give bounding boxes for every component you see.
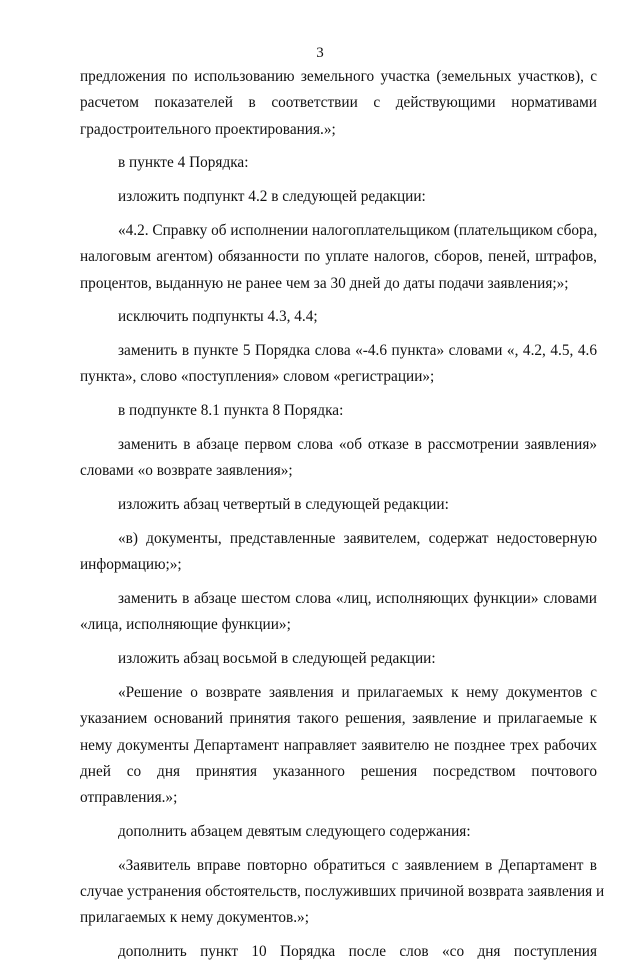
document-body: [80, 64, 605, 965]
text-line: случае устранения обстоятельств, послуживших причиной возврата заявления и: [80, 883, 605, 901]
text-line: налоговым агентом) обязанности по уплате налогов, сборов, пеней, штрафов,: [80, 248, 597, 266]
paragraph: [80, 492, 597, 518]
text-line: информацию;»;: [80, 556, 182, 574]
paragraph: [80, 646, 597, 672]
text-line: дополнить пункт 10 Порядка после слов «со дня поступления: [118, 943, 597, 961]
text-line: заменить в абзаце шестом слова «лиц, исполняющих функции» словами: [118, 590, 597, 608]
text-line: прилагаемых к нему документов.»;: [80, 909, 309, 927]
paragraph: [80, 939, 597, 965]
text-line: изложить абзац четвертый в следующей редакции:: [118, 496, 449, 514]
text-line: изложить абзац восьмой в следующей редакции:: [118, 650, 436, 668]
text-line: «Решение о возврате заявления и прилагаемых к нему документов с: [118, 683, 597, 701]
text-line: исключить подпункты 4.3, 4.4;: [118, 308, 318, 326]
paragraph: [80, 338, 597, 391]
paragraph: [80, 150, 597, 176]
text-line: «4.2. Справку об исполнении налогоплательщиком (плательщиком сбора,: [118, 221, 598, 239]
text-line: «Заявитель вправе повторно обратиться с заявлением в Департамент в: [118, 856, 597, 874]
text-line: отправления.»;: [80, 789, 178, 807]
text-line: «в) документы, представленные заявителем, содержат недостоверную: [118, 529, 597, 547]
text-line: процентов, выданную не ранее чем за 30 дней до даты подачи заявления;»;: [80, 274, 569, 292]
paragraph: [80, 184, 597, 210]
text-line: в подпункте 8.1 пункта 8 Порядка:: [118, 402, 344, 420]
text-line: заменить в абзаце первом слова «об отказе в рассмотрении заявления»: [118, 436, 597, 454]
paragraph: [80, 853, 605, 932]
text-line: дополнить абзацем девятым следующего содержания:: [118, 822, 471, 840]
paragraph: [80, 819, 597, 845]
text-line: изложить подпункт 4.2 в следующей редакции:: [118, 188, 426, 206]
text-line: указанием оснований принятия такого решения, заявление и прилагаемые к: [80, 710, 597, 728]
paragraph: [80, 64, 597, 143]
text-line: в пункте 4 Порядка:: [118, 154, 249, 172]
text-line: нему документы Департамент направляет заявителю не позднее трех рабочих: [80, 736, 597, 754]
text-line: расчетом показателей в соответствии с действующими нормативами: [80, 94, 597, 112]
text-line: словами «о возврате заявления»;: [80, 462, 293, 480]
paragraph: [80, 680, 597, 811]
text-line: предложения по использованию земельного участка (земельных участков), с: [80, 68, 597, 85]
paragraph: [80, 586, 597, 639]
paragraph: [80, 304, 597, 330]
text-line: дней со дня принятия указанного решения посредством почтового: [80, 762, 597, 780]
text-line: заменить в пункте 5 Порядка слова «-4.6 пункта» словами «, 4.2, 4.5, 4.6: [118, 342, 597, 360]
paragraph: [80, 526, 597, 579]
paragraph: [80, 218, 597, 297]
text-line: «лица, исполняющие функции»;: [80, 616, 291, 634]
text-line: градостроительного проектирования.»;: [80, 120, 336, 138]
paragraph: [80, 432, 597, 485]
paragraph: [80, 398, 597, 424]
text-line: пункта», слово «поступления» словом «регистрации»;: [80, 368, 435, 386]
page-number: 3: [316, 45, 324, 61]
